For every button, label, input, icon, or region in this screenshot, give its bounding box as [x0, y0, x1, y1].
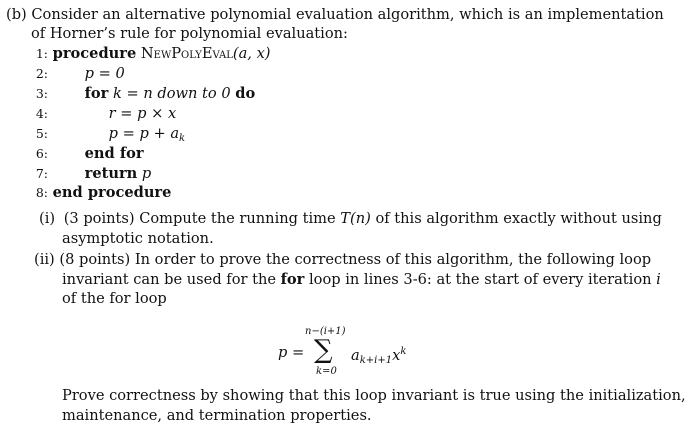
part-b-intro-line2: of Horner’s rule for polynomial evaluation: — [31, 25, 348, 42]
procedure-name: NewPolyEval — [140, 45, 233, 62]
question-ii-final-line1: Prove correctness by showing that this loop invariant is true using the initialization, — [62, 387, 686, 404]
question-i-line1: (i) (3 points) Compute the running time T(n) of this algorithm exactly without using — [39, 210, 662, 227]
algo-line-7: 7: return p — [35, 165, 152, 182]
part-b-intro-line1 — [6, 5, 664, 24]
part-b-label: (b) — [6, 6, 27, 23]
question-ii-label: (ii) — [34, 251, 55, 268]
algo-line-1: 1: procedure NewPolyEval(a, x) — [35, 45, 271, 62]
question-i-line2: asymptotic notation. — [62, 230, 214, 247]
algo-line-6: 6: end for — [35, 145, 144, 162]
question-ii-line3: of the for loop — [62, 290, 167, 307]
question-ii-line2: invariant can be used for the for loop in lines 3-6: at the start of every iteration i — [62, 271, 661, 288]
question-ii-final-line2: maintenance, and termination properties. — [62, 407, 372, 424]
algo-line-8: 8: end procedure — [35, 184, 172, 201]
sum-upper-limit: n−(i+1) — [305, 326, 346, 337]
algo-line-4: 4: r = p × x — [35, 105, 177, 122]
formula-term: $a_{k+i+1}x^k$ — [351, 346, 407, 366]
question-i-label: (i) — [39, 210, 56, 227]
algo-line-5: 5: $p = p + a_k$ — [35, 125, 186, 144]
intro-text-1: Consider an alternative polynomial evaluation algorithm, which is an implementation — [31, 6, 664, 23]
sum-lower-limit: k=0 — [316, 366, 337, 377]
algo-line-3: 3: for k = n down to 0 do — [35, 85, 256, 102]
question-ii-line1: (ii) (8 points) In order to prove the correctness of this algorithm, the following loop — [34, 251, 652, 268]
algo-line-2: 2: p = 0 — [35, 65, 125, 82]
formula-lhs: p = — [278, 344, 305, 361]
summation-symbol: ∑ — [314, 335, 333, 365]
